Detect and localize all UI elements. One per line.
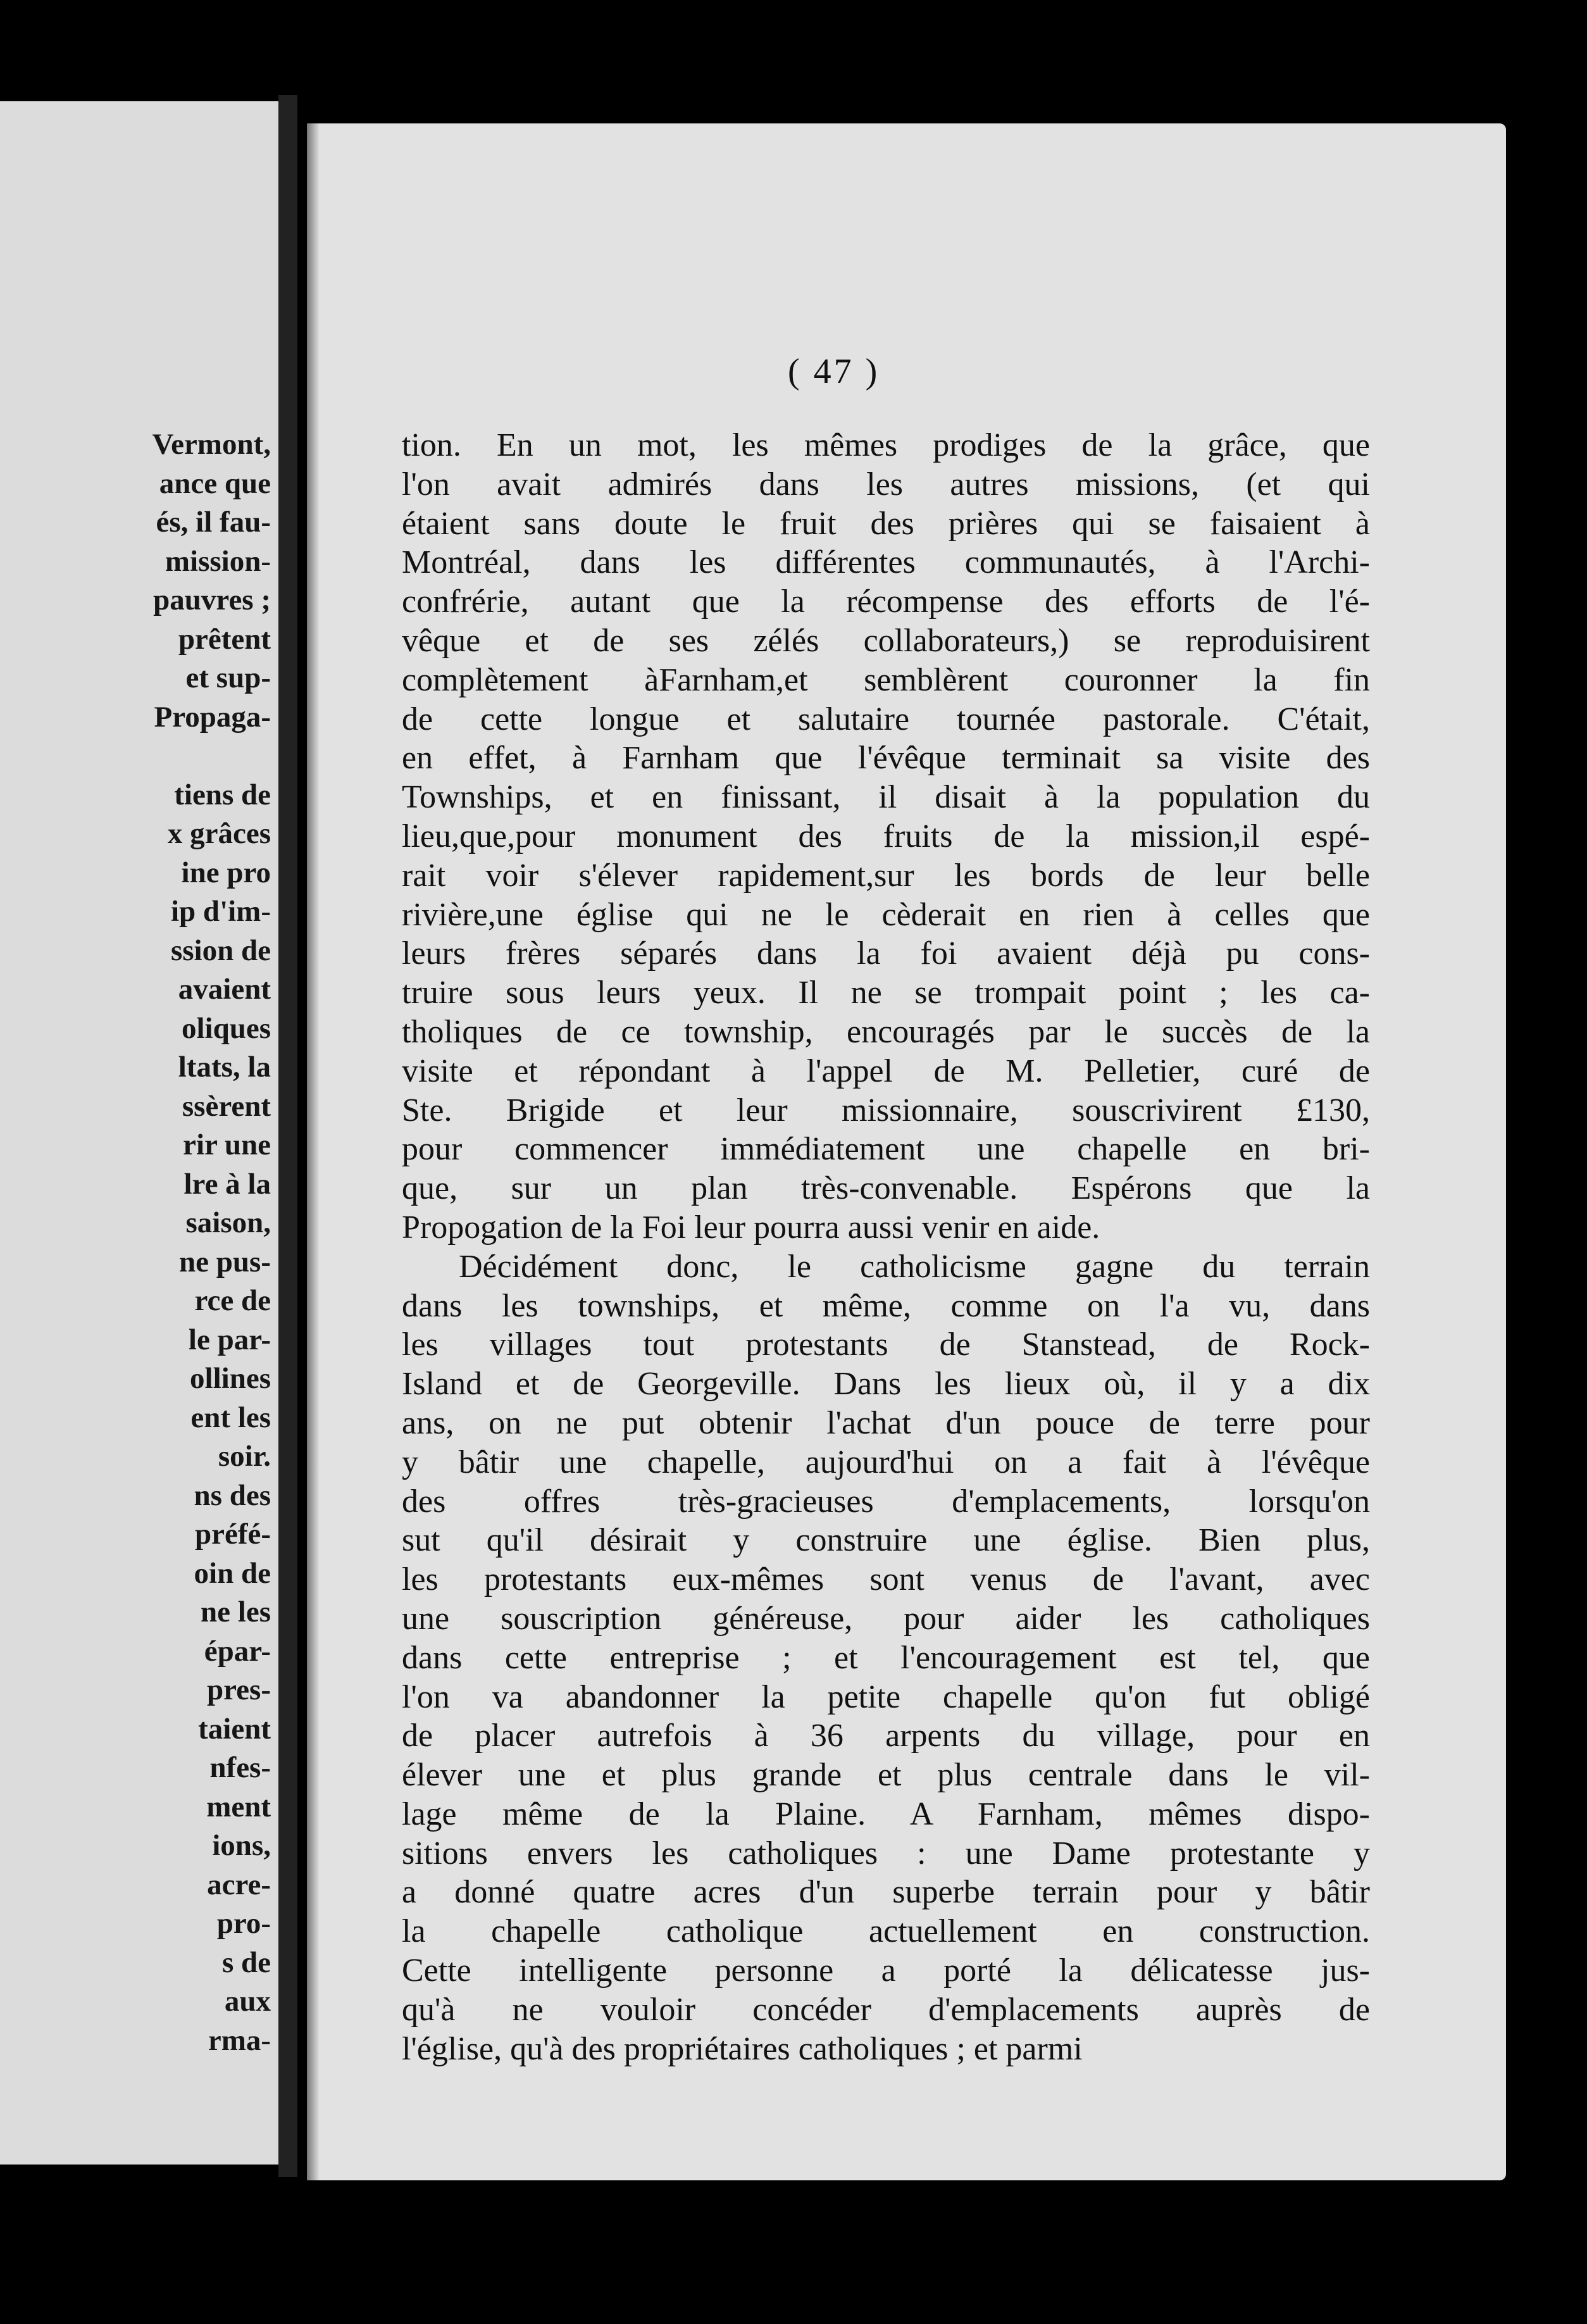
text-line: dans cette entreprise ; et l'encouragement est tel, que — [402, 1639, 1370, 1676]
text-line: de cette longue et salutaire tournée pastorale. C'était, — [402, 701, 1370, 737]
previous-page-line: ance que — [159, 466, 271, 500]
text-line: y bâtir une chapelle, aujourd'hui on a fait à l'évêque — [402, 1444, 1370, 1480]
page-number: ( 47 ) — [788, 352, 880, 391]
text-line: l'on va abandonner la petite chapelle qu'on fut obligé — [402, 1678, 1370, 1715]
text-line: Cette intelligente personne a porté la délicatesse jus- — [402, 1952, 1370, 1989]
previous-page-line: rir une — [183, 1128, 271, 1161]
text-line: qu'à ne vouloir concéder d'emplacements auprès de — [402, 1991, 1370, 2028]
previous-page-line: aux — [224, 1985, 271, 2018]
text-line: Décidément donc, le catholicisme gagne du terrain — [459, 1248, 1370, 1285]
previous-page-line: épar- — [204, 1634, 271, 1668]
text-line: truire sous leurs yeux. Il ne se trompait point ; les ca- — [402, 975, 1370, 1011]
text-line: des offres très-gracieuses d'emplacements, lorsqu'on — [402, 1483, 1370, 1520]
text-line: vêque et de ses zélés collaborateurs,) se reproduisirent — [402, 622, 1370, 659]
previous-page-line: ment — [206, 1790, 271, 1823]
previous-page-line: acre- — [207, 1868, 271, 1901]
previous-page-text — [152, 425, 271, 2060]
previous-page-line: s de — [221, 1946, 271, 1979]
text-line: rivière,une église qui ne le cèderait en rien à celles que — [402, 896, 1370, 933]
text-line: ans, on ne put obtenir l'achat d'un pouce de terre pour — [402, 1404, 1370, 1441]
previous-page-line: ine pro — [181, 856, 271, 889]
previous-page-line: avaient — [178, 973, 271, 1006]
previous-page-line: ollines — [190, 1362, 271, 1395]
page-body-text — [402, 426, 1370, 2068]
text-line: que, sur un plan très-convenable. Espérons que la — [402, 1170, 1370, 1207]
previous-page-line: lre à la — [184, 1167, 271, 1201]
text-line: rait voir s'élever rapidement,sur les bords de leur belle — [402, 857, 1370, 894]
text-line: une souscription généreuse, pour aider les catholiques — [402, 1600, 1370, 1637]
text-line: a donné quatre acres d'un superbe terrain pour y bâtir — [402, 1874, 1370, 1911]
text-line: sitions envers les catholiques : une Dame protestante y — [402, 1835, 1370, 1871]
previous-page-line: préfé- — [194, 1518, 271, 1551]
text-line: la chapelle catholique actuellement en construction. — [402, 1913, 1370, 1950]
text-line: Townships, et en finissant, il disait à la population du — [402, 779, 1370, 816]
page-gutter-shadow — [278, 95, 297, 2177]
text-line: de placer autrefois à 36 arpents du village, pour en — [402, 1718, 1370, 1754]
previous-page-line: tiens de — [174, 778, 271, 811]
previous-page-line: Vermont, — [152, 428, 271, 461]
previous-page-line: soir. — [218, 1440, 271, 1473]
previous-page-line: saison, — [185, 1206, 271, 1239]
text-line: tholiques de ce township, encouragés par le succès de la — [402, 1013, 1370, 1050]
previous-page-line — [152, 737, 271, 776]
text-line: dans les townships, et même, comme on l'a vu, dans — [402, 1287, 1370, 1324]
previous-page-fragment — [0, 101, 278, 2165]
previous-page-line: le par- — [188, 1323, 271, 1356]
previous-page-line: x grâces — [167, 817, 271, 850]
previous-page-line: pres- — [207, 1673, 271, 1706]
text-line: complètement àFarnham,et semblèrent couronner la fin — [402, 661, 1370, 698]
text-line: élever une et plus grande et plus centrale dans le vil- — [402, 1757, 1370, 1794]
previous-page-line: nfes- — [209, 1751, 271, 1784]
text-line: tion. En un mot, les mêmes prodiges de la grâce, que — [402, 427, 1370, 463]
previous-page-line: Propaga- — [154, 700, 271, 734]
previous-page-line: ions, — [212, 1829, 271, 1862]
text-line: confrérie, autant que la récompense des efforts de l'é- — [402, 584, 1370, 620]
previous-page-line: rce de — [194, 1284, 271, 1317]
previous-page-line: ne les — [201, 1596, 271, 1628]
text-line: lage même de la Plaine. A Farnham, mêmes dispo- — [402, 1796, 1370, 1832]
text-line: lieu,que,pour monument des fruits de la mission,il espé- — [402, 818, 1370, 854]
text-line: pour commencer immédiatement une chapelle en bri- — [402, 1131, 1370, 1168]
previous-page-line: taient — [198, 1712, 271, 1746]
text-line: l'église, qu'à des propriétaires catholiques ; et parmi — [402, 2030, 1083, 2067]
previous-page-line: ip d'im- — [170, 895, 271, 928]
text-line: visite et répondant à l'appel de M. Pelletier, curé de — [402, 1053, 1370, 1089]
previous-page-line: ssion de — [170, 934, 271, 967]
text-line: Montréal, dans les différentes communautés, à l'Archi- — [402, 544, 1370, 581]
text-line: sut qu'il désirait y construire une église. Bien plus, — [402, 1522, 1370, 1559]
previous-page-line: mission- — [165, 544, 271, 578]
previous-page-line: ltats, la — [178, 1051, 271, 1084]
text-line: Ste. Brigide et leur missionnaire, souscrivirent £130, — [402, 1092, 1370, 1128]
text-line: leurs frères séparés dans la foi avaient déjà pu cons- — [402, 935, 1370, 972]
previous-page-line: ne pus- — [179, 1245, 271, 1278]
text-line: Island et de Georgeville. Dans les lieux où, il y a dix — [402, 1366, 1370, 1403]
previous-page-line: ent les — [190, 1401, 271, 1434]
previous-page-line: pro- — [216, 1907, 271, 1940]
previous-page-line: ssèrent — [182, 1089, 271, 1123]
previous-page-line: ns des — [194, 1478, 271, 1512]
previous-page-line: oin de — [194, 1556, 271, 1590]
text-line: en effet, à Farnham que l'évêque terminait sa visite des — [402, 740, 1370, 777]
previous-page-line: rma- — [208, 2023, 271, 2057]
page-binding-shadow — [307, 123, 320, 2180]
text-line: étaient sans doute le fruit des prières qui se faisaient à — [402, 505, 1370, 542]
text-line: les villages tout protestants de Stanstead, de Rock- — [402, 1327, 1370, 1363]
previous-page-line: et sup- — [185, 661, 271, 694]
text-line: Propogation de la Foi leur pourra aussi venir en aide. — [402, 1209, 1100, 1246]
previous-page-line: oliques — [181, 1011, 271, 1045]
text-line: l'on avait admirés dans les autres missions, (et qui — [402, 466, 1370, 503]
text-line: les protestants eux-mêmes sont venus de l'avant, avec — [402, 1561, 1370, 1598]
previous-page-line: és, il fau- — [156, 506, 271, 539]
previous-page-line: pauvres ; — [153, 584, 271, 616]
previous-page-line: prêtent — [178, 622, 271, 656]
